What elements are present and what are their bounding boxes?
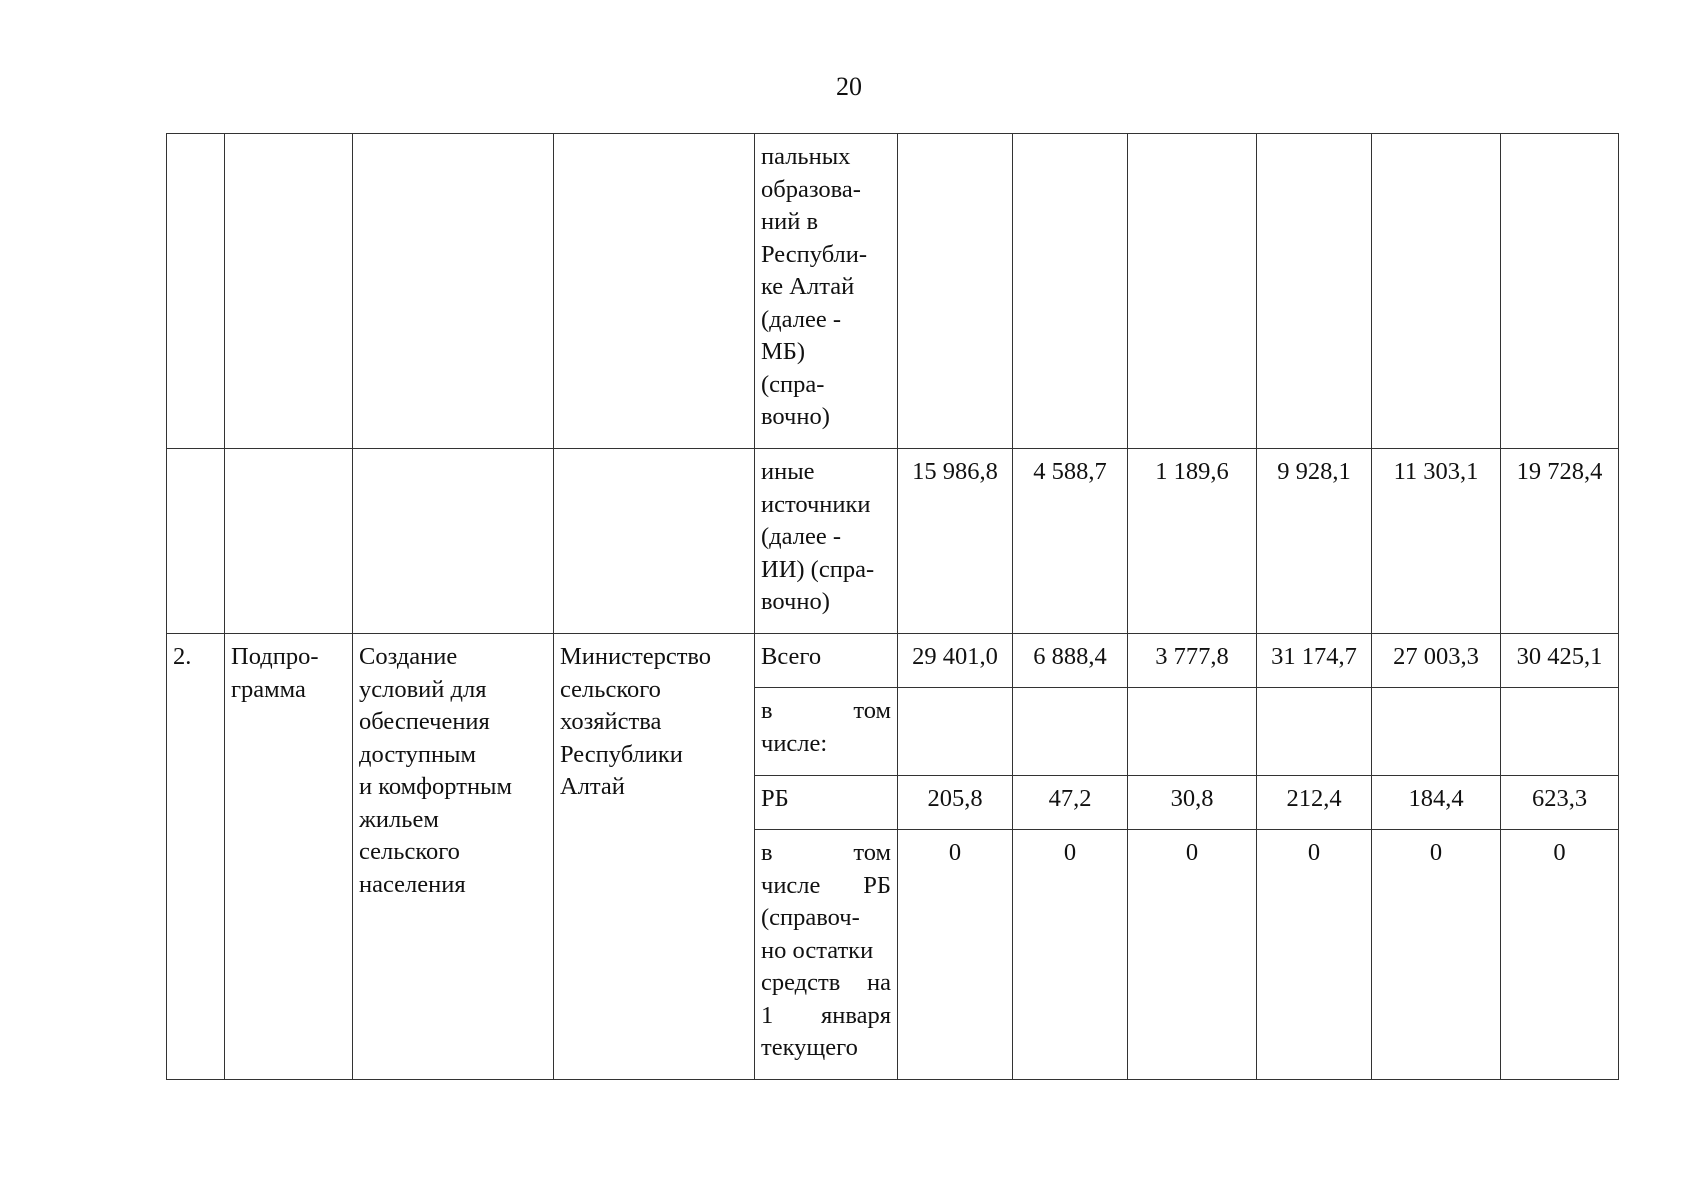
page-number: 20 <box>836 72 862 101</box>
value-cell: 205,8 <box>898 776 1013 830</box>
total-label: Всего <box>755 634 898 688</box>
value-cell: 47,2 <box>1013 776 1128 830</box>
value-cell: 0 <box>1501 830 1619 1080</box>
value-cell: 30 425,1 <box>1501 634 1619 688</box>
value-cell: 29 401,0 <box>898 634 1013 688</box>
value-cell <box>1501 688 1619 776</box>
rb-balance-label: в том числе РБ (справоч- но остатки средств на 1 января текущего <box>755 830 898 1080</box>
value-cell: 4 588,7 <box>1013 449 1128 634</box>
table-row-mb <box>167 134 1619 449</box>
value-cell: 184,4 <box>1372 776 1501 830</box>
value-cell <box>1501 134 1619 449</box>
value-cell: 623,3 <box>1501 776 1619 830</box>
value-cell <box>1372 688 1501 776</box>
value-cell <box>1128 688 1257 776</box>
value-cell: 1 189,6 <box>1128 449 1257 634</box>
value-cell: 19 728,4 <box>1501 449 1619 634</box>
budget-table <box>166 133 1619 1080</box>
value-cell: 212,4 <box>1257 776 1372 830</box>
other-sources-label: иные источники (далее - ИИ) (спра- вочно) <box>755 449 898 634</box>
value-cell <box>1372 134 1501 449</box>
value-cell: 0 <box>1257 830 1372 1080</box>
cell-empty <box>554 449 755 634</box>
value-cell: 6 888,4 <box>1013 634 1128 688</box>
cell-empty <box>554 134 755 449</box>
subprogram-type: Подпро- грамма <box>225 634 353 1080</box>
value-cell: 9 928,1 <box>1257 449 1372 634</box>
value-cell: 0 <box>1372 830 1501 1080</box>
table-row-total <box>167 634 1619 688</box>
mb-source-label: пальных образова- ний в Республи- ке Алтай (далее - МБ) (спра- вочно) <box>755 134 898 449</box>
cell-empty <box>167 449 225 634</box>
value-cell: 31 174,7 <box>1257 634 1372 688</box>
value-cell: 3 777,8 <box>1128 634 1257 688</box>
value-cell: 0 <box>1128 830 1257 1080</box>
row-number: 2. <box>167 634 225 1080</box>
cell-empty <box>353 134 554 449</box>
value-cell: 0 <box>1013 830 1128 1080</box>
value-cell <box>1013 688 1128 776</box>
rb-label: РБ <box>755 776 898 830</box>
cell-empty <box>225 134 353 449</box>
value-cell: 15 986,8 <box>898 449 1013 634</box>
value-cell <box>898 688 1013 776</box>
value-cell: 11 303,1 <box>1372 449 1501 634</box>
cell-empty <box>167 134 225 449</box>
subprogram-name: Создание условий для обеспечения доступным и комфортным жильем сельского населения <box>353 634 554 1080</box>
cell-empty <box>225 449 353 634</box>
value-cell <box>898 134 1013 449</box>
value-cell <box>1013 134 1128 449</box>
table-row-other-sources <box>167 449 1619 634</box>
value-cell <box>1257 688 1372 776</box>
value-cell: 0 <box>898 830 1013 1080</box>
including-label: в том числе: <box>755 688 898 776</box>
value-cell: 27 003,3 <box>1372 634 1501 688</box>
value-cell <box>1257 134 1372 449</box>
value-cell <box>1128 134 1257 449</box>
executor: Министерство сельского хозяйства Республики Алтай <box>554 634 755 1080</box>
cell-empty <box>353 449 554 634</box>
value-cell: 30,8 <box>1128 776 1257 830</box>
